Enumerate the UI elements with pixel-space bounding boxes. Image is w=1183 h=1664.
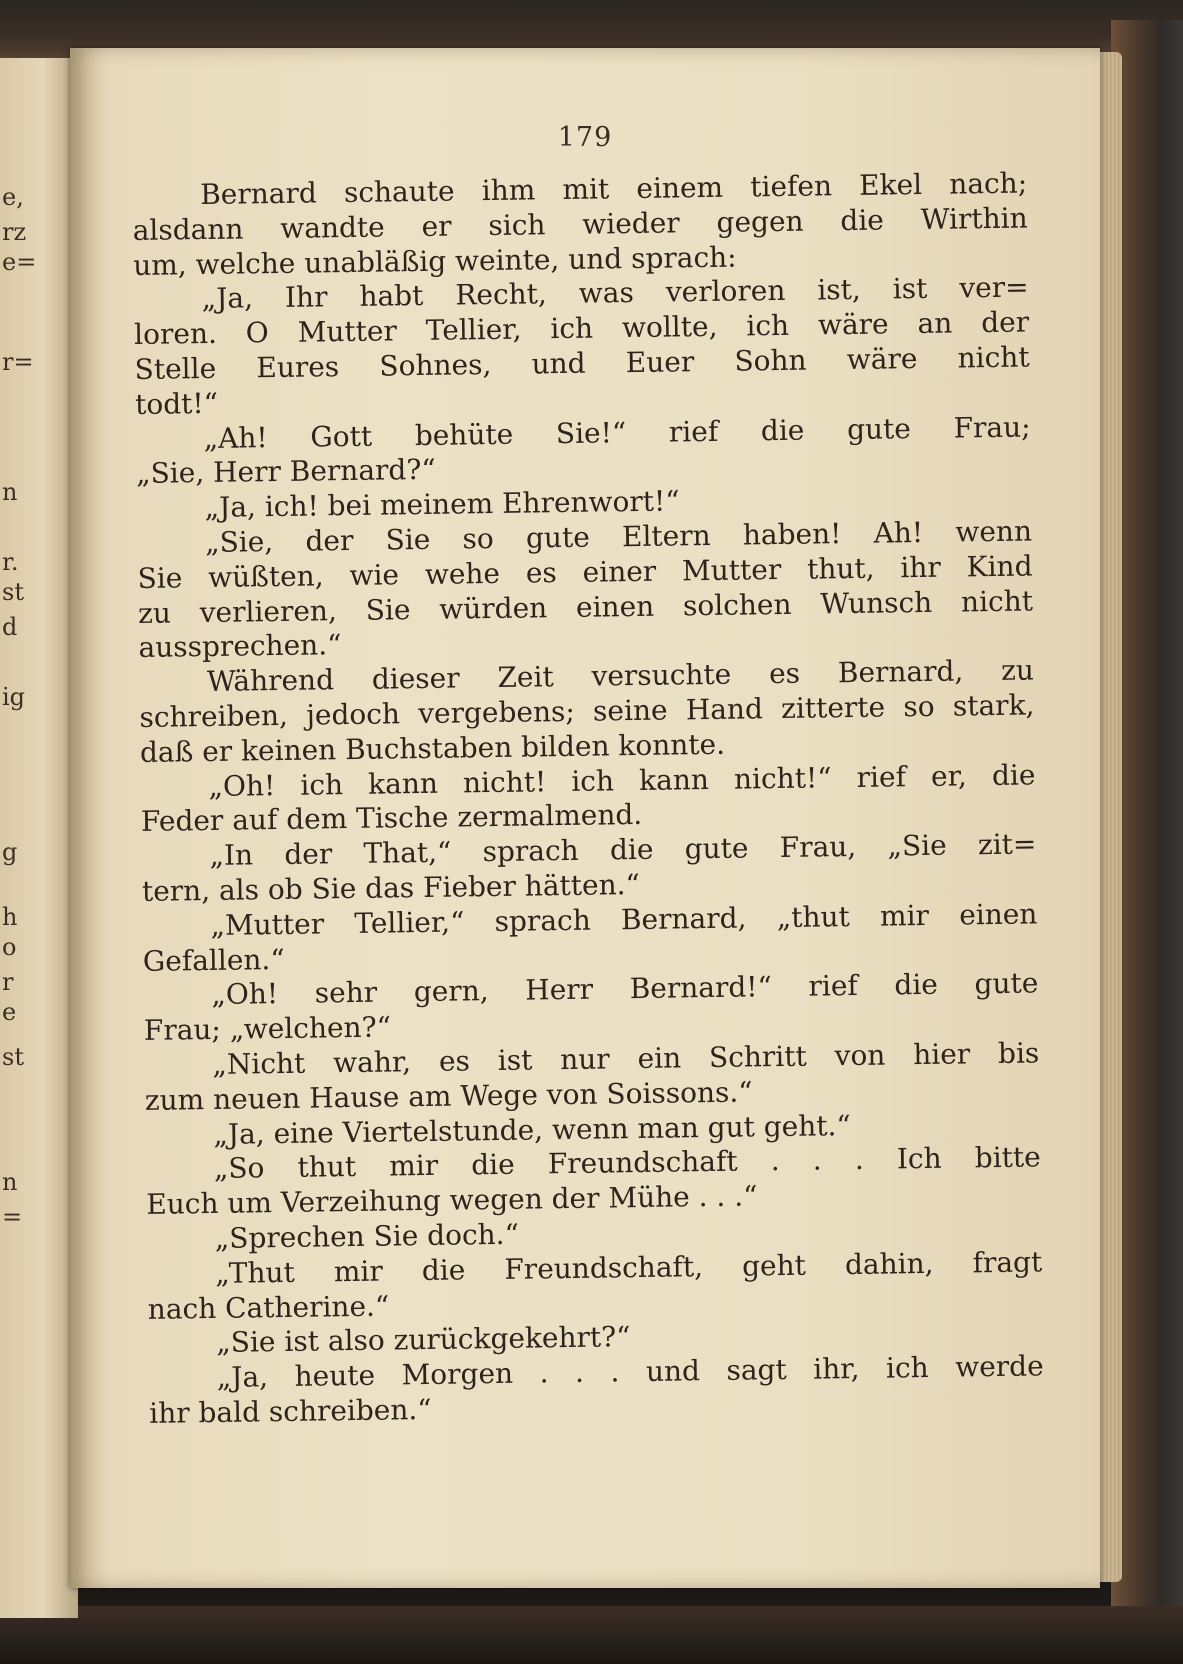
left-page-fragment: = (2, 1203, 23, 1231)
text-line: „Ja, heute Morgen . . . und sagt ihr, ich werde (216, 1349, 1044, 1395)
left-page-fragment: r. (2, 548, 19, 576)
text-line: „Ah! Gott behüte Sie!“ rief die gute Frau; (203, 410, 1031, 455)
text-line: „Oh! sehr gern, Herr Bernard!“ rief die gute (211, 966, 1039, 1012)
text-line: zum neuen Hause am Wege von Soissons.“ (144, 1075, 753, 1117)
text-line: „Sprechen Sie doch.“ (214, 1217, 520, 1255)
text-line: tern, als ob Sie das Fieber hätten.“ (141, 867, 641, 908)
text-line: „Mutter Tellier,“ sprach Bernard, „thut mir einen (210, 897, 1038, 942)
page-number: 179 (557, 122, 613, 153)
text-line: Sie wüßten, wie wehe es einer Mutter thut, ihr Kind (137, 549, 1033, 595)
text-line: „Oh! ich kann nicht! ich kann nicht!“ rief er, die (208, 757, 1036, 803)
text-line: Bernard schaute ihm mit einem tiefen Ekel nach; (199, 166, 1028, 212)
text-line: schreiben, jedoch vergebens; seine Hand zitterte so stark, (139, 688, 1035, 734)
text-line: todt!“ (134, 386, 219, 421)
text-line: „Nicht wahr, es ist nur ein Schritt von hier bis (212, 1036, 1040, 1081)
book-cover-bottom (0, 1606, 1183, 1664)
page-text (132, 167, 1044, 1432)
left-page-edge (0, 58, 78, 1618)
left-page-fragment: st (2, 1043, 24, 1071)
left-page-fragment: d (2, 613, 18, 641)
text-line: „Sie, der Sie so gute Eltern haben! Ah! wenn (204, 514, 1033, 559)
left-page-fragment: n (2, 1168, 18, 1196)
text-line: „Thut mir die Freundschaft, geht dahin, fragt (215, 1245, 1043, 1290)
text-line: Frau; „welchen?“ (143, 1010, 392, 1048)
text-line: „Sie, Herr Bernard?“ (135, 453, 436, 491)
left-page-fragment: e= (2, 248, 37, 276)
text-line: daß er keinen Buchstaben bilden konnte. (139, 727, 726, 769)
text-line: „So thut mir die Freundschaft . . . Ich bitte (213, 1140, 1041, 1186)
left-page-fragment: o (2, 933, 17, 961)
left-page-fragment: st (2, 578, 24, 606)
text-line: aussprechen.“ (138, 628, 342, 665)
text-line: „Sie ist also zurückgekehrt?“ (216, 1320, 631, 1360)
left-page-fragment: e (2, 998, 17, 1026)
text-line: „Ja, ich! bei meinem Ehrenwort!“ (204, 484, 680, 525)
text-line: loren. O Mutter Tellier, ich wollte, ich wäre an der (133, 305, 1030, 352)
text-line: „Ja, Ihr habt Recht, was verloren ist, ist ver= (201, 270, 1029, 316)
text-line: „In der That,“ sprach die gute Frau, „Sie zit= (209, 827, 1037, 873)
left-page-fragment: ig (2, 683, 26, 711)
text-line: Während dieser Zeit versuchte es Bernard, zu (206, 653, 1035, 699)
book-page (70, 48, 1100, 1588)
left-page-fragment: rz (2, 218, 27, 246)
left-page-fragment: h (2, 903, 18, 931)
text-line: „Ja, eine Viertelstunde, wenn man gut geht.“ (213, 1108, 851, 1151)
text-line: um, welche unabläßig weinte, und sprach: (132, 240, 737, 282)
text-line: Gefallen.“ (142, 942, 285, 978)
left-page-fragment: r= (2, 348, 34, 376)
left-page-fragment: r (2, 968, 14, 996)
text-line: alsdann wandte er sich wieder gegen die Wirthin (132, 201, 1028, 247)
text-line: Stelle Eures Sohnes, und Euer Sohn wäre nicht (134, 340, 1030, 386)
left-page-fragment: g (2, 838, 18, 866)
left-page-fragment: n (2, 478, 18, 506)
text-line: zu verlieren, Sie würden einen solchen Wunsch nicht (137, 584, 1034, 630)
text-line: Feder auf dem Tische zermalmend. (140, 798, 643, 839)
text-line: ihr bald schreiben.“ (149, 1392, 432, 1430)
left-page-fragment: e, (2, 183, 24, 211)
text-line: nach Catherine.“ (147, 1289, 390, 1326)
text-line: Euch um Verzeihung wegen der Mühe . . .“ (146, 1179, 758, 1222)
